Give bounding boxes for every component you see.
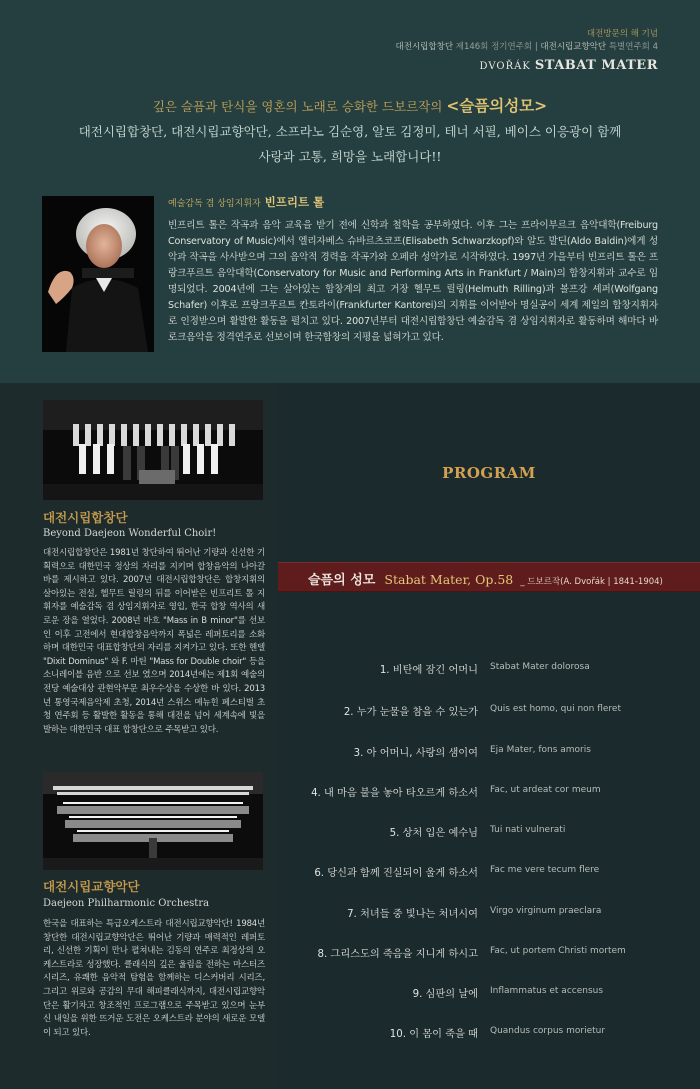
choir-subtitle: Beyond Daejeon Wonderful Choir! [43,528,217,539]
movement-latin: Fac, ut portem Christi mortem [490,946,626,956]
program-work-korean: 슬픔의 성모 [308,573,376,588]
movement-latin: Inflammatus et accensus [490,986,604,996]
movement-korean: 6. 당신과 함께 진실되이 울게 하소서 [314,868,478,879]
movement-korean: 8. 그리스도의 죽음을 지니게 하시고 [317,949,478,960]
composer-name: DVOŘÁK [479,61,531,72]
intro-tagline: 사랑과 고통, 희망을 노래합니다!! [258,149,442,164]
movement-latin: Stabat Mater dolorosa [490,662,590,672]
intro-headline [0,94,700,119]
movement-latin: Quis est homo, qui non fleret [490,704,621,714]
movement-latin: Fac, ut ardeat cor meum [490,785,601,795]
orchestra-title: 대전시립교향악단 [43,879,140,894]
movement-latin: Quandus corpus morietur [490,1026,606,1036]
conductor-photo [42,196,154,352]
program-title: PROGRAM [442,464,536,482]
presenter-orchestra: 대전시립교향악단 [540,42,607,52]
program-work-heading [308,569,663,588]
orchestra-photo [43,772,263,870]
movement-latin: Eja Mater, fons amoris [490,745,591,755]
work-heading [396,56,658,75]
presenter-separator: | [534,42,538,52]
orchestra-subtitle: Daejeon Philharmonic Orchestra [43,898,210,909]
movement-korean: 5. 상처 입은 예수님 [389,828,478,839]
orchestra-concert-number: 특별연주회 4 [608,42,658,52]
event-occasion: 대전방문의 해 기념 [586,29,658,39]
movement-item [278,659,700,679]
event-header [396,28,658,75]
conductor-role: 예술감독 겸 상임지휘자 [168,199,261,209]
movement-item [278,983,700,1003]
movement-latin: Virgo virginum praeclara [490,906,602,916]
movement-korean: 10. 이 몸이 죽을 때 [389,1029,478,1040]
movement-latin: Tui nati vulnerati [490,825,566,835]
movement-item [278,822,700,842]
intro-headline-title: <슬픔의성모> [446,96,548,115]
program-work-composer: _ 드보르작(A. Dvořák | 1841-1904) [520,577,663,587]
movement-item [278,862,700,882]
movement-korean: 4. 내 마음 불을 놓아 타오르게 하소서 [311,788,478,799]
program-work-english: Stabat Mater, Op.58 [384,572,514,587]
movement-item [278,701,700,721]
work-name: STABAT MATER [534,58,658,73]
orchestra-description: 한국을 대표하는 특급오케스트라 대전시립교향악단! 1984년 창단한 대전시립교향악단은 뛰어난 기량과 매력적인 레퍼토리, 신선한 기획이 만나 펼쳐내는 김동의 연주로 최정상의 오케스트라로 성장했다. 클래식의 깊은 울림을 전하는 마스터즈 시리즈, 유쾌한 음악적 탐험을 함께하는 디스커버리 시리즈, 그리고 위로와 공감의 무대 해피클래식까지, 대전시립교향악단은 활기차고 창조적인 프로그램으로 주목받고 있으며 눈부신 내일을 위한 뜨거운 도전은 오케스트라 분야의 새로운 모델이 되고 있다. [43,919,265,1038]
program-work-bar [278,562,700,592]
event-presenters [396,40,658,54]
intro-block [0,94,700,169]
movement-korean: 3. 아 어머니, 사랑의 샘이여 [353,748,478,759]
movement-item [278,903,700,923]
movement-item [278,782,700,802]
conductor-profile [168,194,658,346]
conductor-bio: 빈프리트 톨은 작곡과 음악 교육을 받기 전에 신학과 철학을 공부하였다. 이후 그는 프라이부르크 음악대학(Freiburg Conservatory of Music)에서 엘리자베스 슈바르츠코프(Elisabeth Schwarzkopf)와 알도 발딘(Aldo Baldin)에게 성악과 작곡을 사사받으며 그의 음악적 경력을 작곡가와 오페라 성악가로 시작하였다. 1997년 가을부터 빈프리트 톨은 프랑크푸르트 음악대학(Conservatory for Music and Performing Arts in Frankfurt / Main)의 합창지휘과 교수로 임명되었다. 2004년에 그는 살아있는 합창계의 최고 거장 헬무트 릴링(Helmuth Rilling)과 볼프강 셰퍼(Wolfgang Schafer) 이후로 프랑크푸르트 칸토라이(Frankfurter Kantorei)의 지휘를 이어받아 명실공이 세계 제일의 합창지휘자로 인정받으며 활발한 활동을 펼치고 있다. 2007년부터 대전시립합창단 예술감독 겸 상임지휘자로 활동하며 해마다 바로크음악을 정격연주로 선보이며 한국합창의 지평을 넓혀가고 있다. [168,220,658,343]
movement-latin: Fac me vere tecum flere [490,865,600,875]
movement-item [278,742,700,762]
movement-korean: 9. 심판의 날에 [412,989,478,1000]
intro-headline-prefix: 깊은 슬픔과 탄식을 영혼의 노래로 승화한 드보르작의 [152,99,447,114]
intro-performers: 대전시립합창단, 대전시립교향악단, 소프라노 김순영, 알토 김정미, 테너 서필, 베이스 이응광이 함께 [78,124,622,139]
movement-item [278,1023,700,1043]
movement-item [278,943,700,963]
movement-korean: 2. 누가 눈물을 참을 수 있는가 [343,707,478,718]
choir-title: 대전시립합창단 [43,510,128,525]
movement-korean: 1. 비탄에 잠긴 어머니 [379,665,478,676]
choir-description: 대전시립합창단은 1981년 창단하여 뛰어난 기량과 신선한 기획력으로 대한민국 정상의 자리를 지키며 합창음악의 나아갈 바를 제시하고 있다. 2007년 대전시립합창단은 합창지휘의 살아있는 전설, 헬무트 릴링의 뒤를 이어받은 빈프리트 톨 지휘자를 예술감독 겸 상임지휘자로 영입, 한국 합창 역사의 새로운 장을 열었다. 2008년 바흐 "Mass in B minor"를 선보인 이후 고전에서 현대합창음악까지 폭넓은 레퍼토리를 소화하며 대한민국 대표합창단의 자리를 지켜가고 있다. 또한 헨델 "Dixit Dominus" 와 F. 마틴 "Mass for Double choir" 등을 소니레이블 음반 으로 선보 였으며 2014년에는 제1회 예술의전당 예술대상 관현악부문 최우수상을 수상한 바 있다. 2013년 통영국제음악제 초청, 2014년 스위스 메뉴힌 페스티벌 초청 연주회 등 활발한 활동을 통해 대전을 넘어 세계속에 빛을 발하는 대한민국 대표 합창단으로 주목받고 있다. [43,548,265,735]
presenter-choir: 대전시립합창단 [395,42,454,52]
movement-korean: 7. 처녀들 중 빛나는 처녀시여 [347,909,478,920]
conductor-name: 빈프리트 톨 [264,195,325,209]
choir-concert-number: 제146회 정기연주회 [455,42,533,52]
choir-photo [43,400,263,500]
conductor-heading [168,194,658,212]
